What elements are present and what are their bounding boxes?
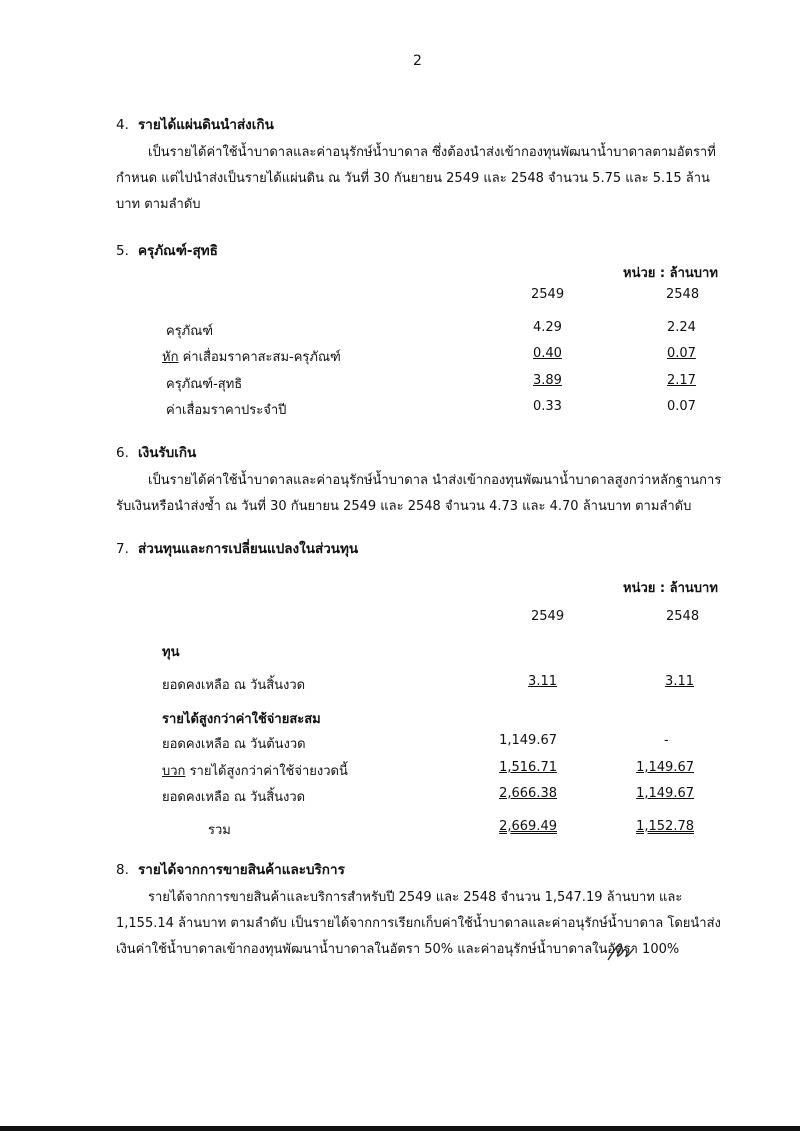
section-6-text: เป็นรายได้ค่าใช้น้ำบาดาลและค่าอนุรักษ์น้ำบาดาล นำส่งเข้ากองทุนพัฒนาน้ำบาดาลสูงกว่าหลักฐานการรับเงินหรือนำส่งซ้ำ ณ วันที่ 30 กันยายน 2549 และ 2548 จำนวน 4.73 และ 4.70 ล้านบาท ตามลำดับ [116, 473, 722, 514]
section-4-title: รายได้แผ่นดินนำส่งเกิน [138, 117, 274, 133]
section-5-col-2549: 2549 [531, 287, 565, 302]
s7-prefix: บวก [162, 764, 186, 779]
section-6-heading [116, 441, 196, 463]
s5-row-value-2549: 0.40 [533, 346, 562, 361]
s5-row-value-2548: 2.17 [667, 373, 696, 388]
s5-row-value-2548: 2.24 [667, 320, 696, 335]
s7-row-value-2549: 3.11 [528, 674, 557, 689]
section-5-number: 5. [116, 243, 129, 259]
section-5-heading [116, 239, 218, 261]
page-number: 2 [413, 53, 422, 69]
s7-row-value-2548: - [664, 733, 669, 748]
section-4-text: เป็นรายได้ค่าใช้น้ำบาดาลและค่าอนุรักษ์น้ำบาดาล ซึ่งต้องนำส่งเข้ากองทุนพัฒนาน้ำบาดาลตามอัตราที่กำหนด แต่ไปนำส่งเป็นรายได้แผ่นดิน ณ วันที่ 30 กันยายน 2549 และ 2548 จำนวน 5.75 และ 5.15 ล้านบาท ตามลำดับ [116, 145, 716, 212]
section-4-paragraph [116, 140, 724, 218]
section-6-paragraph [116, 468, 724, 520]
section-7-heading [116, 537, 358, 559]
section-4-heading [116, 113, 274, 135]
section-7-number: 7. [116, 541, 129, 557]
s7-row-value-2549: 2,666.38 [499, 786, 557, 801]
s5-row-value-2549: 0.33 [533, 399, 562, 414]
s7-row-value-2548: 1,149.67 [636, 760, 694, 775]
s5-row-value-2549: 3.89 [533, 373, 562, 388]
section-7-col-2549: 2549 [531, 609, 565, 624]
s7-row-value-2548: 3.11 [665, 674, 694, 689]
section-6-number: 6. [116, 445, 129, 461]
section-7-title: ส่วนทุนและการเปลี่ยนแปลงในส่วนทุน [138, 541, 359, 557]
s7-row-text: รายได้สูงกว่าค่าใช้จ่ายงวดนี้ [189, 764, 348, 779]
s7-row-label: ยอดคงเหลือ ณ วันสิ้นงวด [162, 790, 306, 805]
s7-row-value-2549: 1,149.67 [499, 733, 557, 748]
section-5-unit: หน่วย : ล้านบาท [623, 266, 718, 281]
s7-row-label: ยอดคงเหลือ ณ วันต้นงวด [162, 737, 306, 752]
section-8-number: 8. [116, 862, 129, 878]
s5-row-label: ครุภัณฑ์ [166, 324, 214, 339]
section-8-text: รายได้จากการขายสินค้าและบริการสำหรับปี 2549 และ 2548 จำนวน 1,547.19 ล้านบาท และ 1,155.14 ล้านบาท ตามลำดับ เป็นรายได้จากการเรียกเก็บค่าใช้น้ำบาดาลและค่าอนุรักษ์น้ำบาดาล โดยนำส่งเงินค่าใช้น้ำบาดาลเข้ากองทุนพัฒนาน้ำบาดาลในอัตรา 50% และค่าอนุรักษ์น้ำบาดาลในอัตรา 100% [116, 890, 721, 957]
s7-row-label: ยอดคงเหลือ ณ วันสิ้นงวด [162, 678, 306, 693]
s7-row-value-2549: 1,516.71 [499, 760, 557, 775]
s5-row-label: ค่าเสื่อมราคาประจำปี [166, 403, 287, 418]
section-8-heading [116, 858, 345, 880]
capital-heading: ทุน [162, 645, 180, 660]
page-bottom-border [0, 1126, 800, 1131]
surplus-heading: รายได้สูงกว่าค่าใช้จ่ายสะสม [162, 712, 321, 727]
s5-row-value-2549: 4.29 [533, 320, 562, 335]
s5-row-label: ครุภัณฑ์-สุทธิ [166, 377, 243, 392]
s7-row-label [162, 760, 348, 781]
s5-row-label [162, 346, 341, 367]
total-label: รวม [208, 823, 231, 838]
initials-signature-icon [606, 940, 636, 964]
section-8-title: รายได้จากการขายสินค้าและบริการ [138, 862, 345, 878]
section-4-number: 4. [116, 117, 129, 133]
s5-row-text: ค่าเสื่อมราคาสะสม-ครุภัณฑ์ [182, 350, 341, 365]
section-7-unit: หน่วย : ล้านบาท [623, 581, 718, 596]
s5-row-value-2548: 0.07 [667, 346, 696, 361]
s5-row-value-2548: 0.07 [667, 399, 696, 414]
total-value-2549: 2,669.49 [499, 819, 557, 834]
s7-row-value-2548: 1,149.67 [636, 786, 694, 801]
section-5-col-2548: 2548 [666, 287, 700, 302]
section-6-title: เงินรับเกิน [138, 445, 197, 461]
section-5-title: ครุภัณฑ์-สุทธิ [138, 243, 218, 259]
section-7-col-2548: 2548 [666, 609, 700, 624]
s5-prefix: หัก [162, 350, 179, 365]
total-value-2548: 1,152.78 [636, 819, 694, 834]
